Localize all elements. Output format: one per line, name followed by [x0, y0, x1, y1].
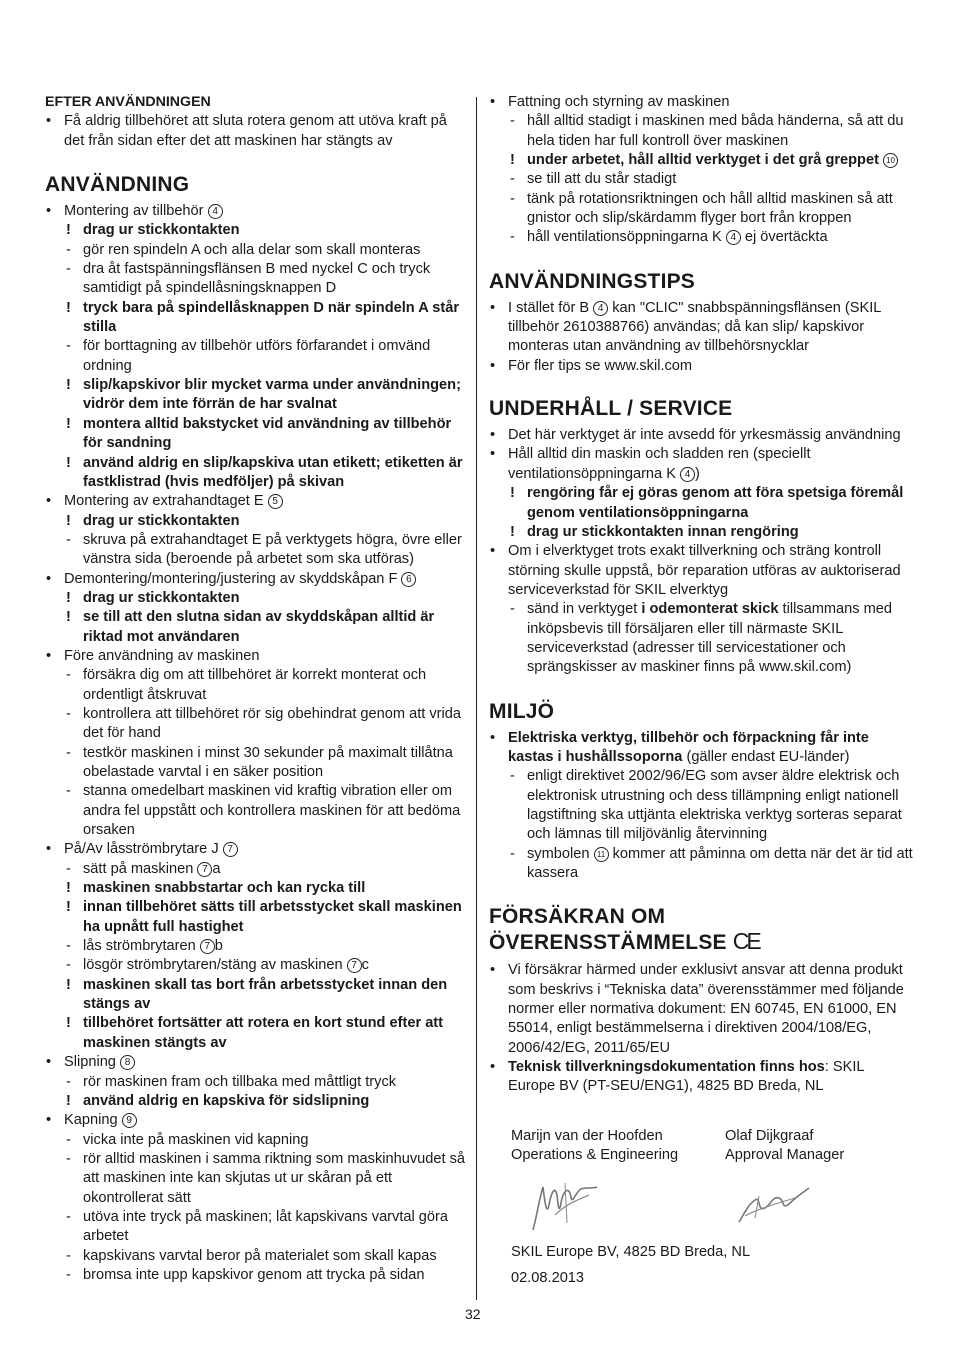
- section-title-conformity: FÖRSÄKRAN OM ÖVERENSSTÄMMELSE CE: [489, 905, 759, 955]
- warning-item: ! montera alltid bakstycket vid användning av tillbehör för sandning: [45, 415, 468, 454]
- date: 02.08.2013: [511, 1270, 585, 1286]
- section-title-environment: MILJÖ: [489, 699, 555, 723]
- list-item: - enligt direktivet 2002/96/EG som avser äldre elektrisk och elektronisk utrustning och dess tillämpning enligt nationell lagstiftning ska uttjänta elektriska verktyg sorteras separat och lämnas till miljövänlig återvinning: [489, 767, 914, 844]
- warning-item: ! drag ur stickkontakten: [45, 221, 468, 240]
- warning-item: ! slip/kapskivor blir mycket varma under användningen; vidrör dem inte förrän de har svalnat: [45, 376, 468, 415]
- list-item: • Demontering/montering/justering av skyddskåpan F 6: [45, 570, 468, 589]
- signer-2: [725, 1127, 844, 1166]
- circled-number: 7: [200, 939, 215, 954]
- list-item: - försäkra dig om att tillbehöret är korrekt monterat och ordentligt åtskruvat: [45, 666, 468, 705]
- list-item: - stanna omedelbart maskinen vid kraftig vibration eller om andra fel uppstått och kontrollera maskinen för att bedöma orsaken: [45, 782, 468, 840]
- list-item: • I stället för B 4 kan "CLIC" snabbspänningsflänsen (SKIL tillbehör 2610388766) användas; då kan slip/ kapskivor monteras utan användning av tillbehörsnycklar: [489, 299, 914, 357]
- list-item: • Kapning 9: [45, 1111, 468, 1130]
- signer-2-title: Approval Manager: [725, 1147, 845, 1164]
- list-item: - sätt på maskinen 7 a: [45, 860, 468, 879]
- list-item: • Teknisk tillverkningsdokumentation finns hos: SKIL Europe BV (PT-SEU/ENG1), 4825 BD Breda, NL: [489, 1058, 914, 1097]
- list-item: - skruva på extrahandtaget E på verktygets högra, övre eller vänstra sida (beroende på arbetet som ska utföras): [45, 531, 468, 570]
- signer-1-name: Marijn van der Hoofden: [511, 1128, 663, 1144]
- list-item: • Slipning 8: [45, 1053, 468, 1072]
- list-item: - håll ventilationsöppningarna K 4 ej övertäckta: [489, 228, 914, 247]
- column-divider: [476, 97, 477, 1300]
- list-item: - lösgör strömbrytaren/stäng av maskinen 7 c: [45, 956, 468, 975]
- circled-number: 4: [593, 301, 608, 316]
- list-item: - kontrollera att tillbehöret rör sig obehindrat genom att vrida det för hand: [45, 705, 468, 744]
- company-address: SKIL Europe BV, 4825 BD Breda, NL: [511, 1244, 751, 1260]
- circled-number: 4: [680, 467, 695, 482]
- signer-1: [511, 1127, 678, 1166]
- section-title-usage: ANVÄNDNING: [45, 173, 190, 197]
- list-item: - för borttagning av tillbehör utförs förfarandet i omvänd ordning: [45, 337, 468, 376]
- list-item: - rör maskinen fram och tillbaka med måttligt tryck: [45, 1073, 468, 1092]
- ce-mark: CE: [732, 928, 759, 955]
- circled-number: 4: [726, 230, 741, 245]
- list-item: • Fattning och styrning av maskinen: [489, 93, 914, 112]
- circled-number: 9: [122, 1113, 137, 1128]
- signer-2-name: Olaf Dijkgraaf: [725, 1128, 814, 1144]
- list-item: - testkör maskinen i minst 30 sekunder på maximalt tillåtna obelastade varvtal i en säker position: [45, 744, 468, 783]
- list-item: - symbolen 11 kommer att påminna om detta när det är tid att kassera: [489, 845, 914, 884]
- circled-number: 11: [594, 847, 609, 862]
- list-item: - gör ren spindeln A och alla delar som skall monteras: [45, 241, 468, 260]
- warning-item: ! rengöring får ej göras genom att föra spetsiga föremål genom ventilationsöppningarna: [489, 484, 914, 523]
- circled-number: 7: [223, 842, 238, 857]
- list-item: • För fler tips se www.skil.com: [489, 357, 914, 376]
- list-item: • Vi försäkrar härmed under exklusivt ansvar att denna produkt som beskrivs i “Tekniska data” överensstämmer med följande normer eller normativa dokument: EN 60745, EN 61000, EN 55014, enligt bestämmelserna i direktiven 2004/108/EG, 2006/42/EG, 2011/65/EU: [489, 961, 914, 1058]
- warning-item: ! under arbetet, håll alltid verktyget i det grå greppet 10: [489, 151, 914, 170]
- circled-number: 7: [197, 862, 212, 877]
- circled-number: 5: [268, 494, 283, 509]
- list-item: • Få aldrig tillbehöret att sluta rotera genom att utöva kraft på det från sidan efter det att maskinen har stängts av: [45, 112, 468, 151]
- signer-1-title: Operations & Engineering: [511, 1147, 679, 1164]
- list-item: • Om i elverktyget trots exakt tillverkning och sträng kontroll störning skulle uppstå, bör reparation utföras av auktoriserad serviceverkstad för SKIL elverktyg: [489, 542, 914, 600]
- page-number: 32: [465, 1306, 481, 1322]
- warning-item: ! innan tillbehöret sätts till arbetsstycket skall maskinen ha upnått full hastighet: [45, 898, 468, 937]
- section-title-tips: ANVÄNDNINGSTIPS: [489, 269, 696, 293]
- warning-item: ! drag ur stickkontakten innan rengöring: [489, 523, 914, 542]
- warning-item: ! drag ur stickkontakten: [45, 512, 468, 531]
- circled-number: 8: [120, 1055, 135, 1070]
- warning-item: ! använd aldrig en kapskiva för sidslipning: [45, 1092, 468, 1111]
- list-item: - vicka inte på maskinen vid kapning: [45, 1131, 468, 1150]
- warning-item: ! maskinen snabbstartar och kan rycka till: [45, 879, 468, 898]
- circled-number: 6: [401, 572, 416, 587]
- list-item: - dra åt fastspänningsflänsen B med nyckel C och tryck samtidigt på spindellåsningsknappen D: [45, 260, 468, 299]
- list-item: - tänk på rotationsriktningen och håll alltid maskinen så att gnistor och slip/skärdamm flyger bort från kroppen: [489, 190, 914, 229]
- right-column: [489, 93, 914, 1097]
- list-item: - kapskivans varvtal beror på materialet som skall kapas: [45, 1247, 468, 1266]
- list-item: - lås strömbrytaren 7 b: [45, 937, 468, 956]
- signature-1-image: [525, 1175, 605, 1237]
- warning-item: ! se till att den slutna sidan av skyddskåpan alltid är riktad mot användaren: [45, 608, 468, 647]
- list-item: - sänd in verktyget i odemonterat skick tillsammans med inköpsbevis till försäljaren eller till närmaste SKIL serviceverkstad (adresser till servicestationer och sprängskisser av maskiner finns på www.skil.com): [489, 600, 914, 677]
- warning-item: ! tillbehöret fortsätter att rotera en kort stund efter att maskinen stängts av: [45, 1014, 468, 1053]
- warning-item: ! drag ur stickkontakten: [45, 589, 468, 608]
- list-item: - rör alltid maskinen i samma riktning som maskinhuvudet så att maskinen inte kan skjutas ut ur skåran på ett okontrollerat sätt: [45, 1150, 468, 1208]
- warning-item: ! använd aldrig en slip/kapskiva utan etikett; etiketten är fastklistrad (hvis medföljer) på skivan: [45, 454, 468, 493]
- list-item: • Det här verktyget är inte avsedd för yrkesmässig användning: [489, 426, 914, 445]
- list-item: • Före användning av maskinen: [45, 647, 468, 666]
- list-item: - se till att du står stadigt: [489, 170, 914, 189]
- list-item: • På/Av låsströmbrytare J 7: [45, 840, 468, 859]
- circled-number: 7: [347, 958, 362, 973]
- circled-number: 4: [208, 204, 223, 219]
- list-item: - håll alltid stadigt i maskinen med båda händerna, så att du hela tiden har full kontroll över maskinen: [489, 112, 914, 151]
- left-column: [45, 93, 468, 1285]
- circled-number: 10: [883, 153, 898, 168]
- list-item: • Montering av extrahandtaget E 5: [45, 492, 468, 511]
- list-item: • Elektriska verktyg, tillbehör och förpackning får inte kastas i hushållssoporna (gäller endast EU-länder): [489, 729, 914, 768]
- list-item: - utöva inte tryck på maskinen; låt kapskivans varvtal göra arbetet: [45, 1208, 468, 1247]
- list-item: • Montering av tillbehör 4: [45, 202, 468, 221]
- warning-item: ! tryck bara på spindellåsknappen D när spindeln A står stilla: [45, 299, 468, 338]
- signature-2-image: [735, 1182, 815, 1228]
- list-item: - bromsa inte upp kapskivor genom att trycka på sidan: [45, 1266, 468, 1285]
- section-title-service: UNDERHÅLL / SERVICE: [489, 397, 733, 421]
- warning-item: ! maskinen skall tas bort från arbetsstycket innan den stängs av: [45, 976, 468, 1015]
- after-use-heading: EFTER ANVÄNDNINGEN: [45, 94, 211, 110]
- list-item: • Håll alltid din maskin och sladden ren (speciellt ventilationsöppningarna K 4 ): [489, 445, 914, 484]
